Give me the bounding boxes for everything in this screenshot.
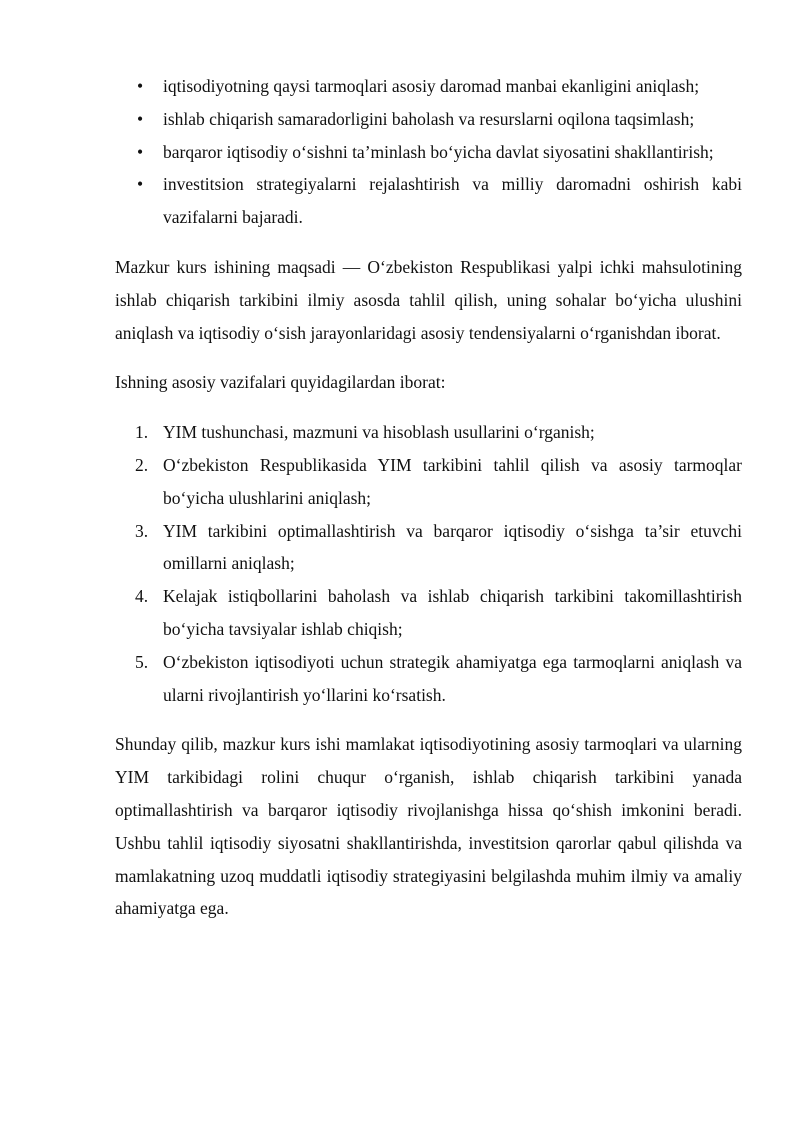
document-page xyxy=(115,70,742,925)
task-item xyxy=(115,515,742,581)
bullet-icon: • xyxy=(137,174,144,195)
bullet-text: ishlab chiqarish samaradorligini baholash va resurslarni oqilona taqsimlash; xyxy=(163,108,695,129)
task-text: O‘zbekiston iqtisodiyoti uchun strategik ahamiyatga ega tarmoqlarni aniqlash va ularni rivojlantirish yo‘llarini ko‘rsatish. xyxy=(163,651,742,705)
goal-paragraph: Mazkur kurs ishining maqsadi — O‘zbekiston Respublikasi yalpi ichki mahsulotining ishlab chiqarish tarkibini ilmiy asosda tahlil qilish, uning sohalar bo‘yicha ulushini aniqlash va iqtisodiy o‘sish jarayonlaridagi asosiy tendensiyalarni o‘rganishdan iborat. xyxy=(115,256,742,343)
task-number: 5. xyxy=(135,651,149,672)
task-item xyxy=(115,646,742,712)
task-number: 4. xyxy=(135,586,149,607)
bullet-item xyxy=(115,103,742,136)
task-text: YIM tarkibini optimallashtirish va barqaror iqtisodiy o‘sishga ta’sir etuvchi omillarni aniqlash; xyxy=(163,520,742,574)
task-item xyxy=(115,449,742,515)
bullet-item xyxy=(115,168,742,234)
task-number: 2. xyxy=(135,454,149,475)
bullet-text: investitsion strategiyalarni rejalashtirish va milliy daromadni oshirish kabi vazifalarni bajaradi. xyxy=(163,174,742,228)
bullet-icon: • xyxy=(137,76,144,96)
task-item xyxy=(115,416,742,449)
bullet-item xyxy=(115,136,742,169)
task-text: YIM tushunchasi, mazmuni va hisoblash usullarini o‘rganish; xyxy=(163,422,595,443)
bullet-icon: • xyxy=(137,108,144,129)
bullet-item xyxy=(115,70,742,103)
task-number: 3. xyxy=(135,520,149,541)
task-number: 1. xyxy=(135,422,149,443)
conclusion-paragraph: Shunday qilib, mazkur kurs ishi mamlakat iqtisodiyotining asosiy tarmoqlari va ularning YIM tarkibidagi rolini chuqur o‘rganish, ishlab chiqarish tarkibini yanada optimallashtirish va barqaror iqtisodiy rivojlanishga hissa qo‘shish imkonini beradi. Ushbu tahlil iqtisodiy siyosatni shakllantirishda, investitsion qarorlar qabul qilishda va mamlakatning uzoq muddatli iqtisodiy strategiyasini belgilashda muhim ilmiy va amaliy ahamiyatga ega. xyxy=(115,734,742,919)
task-text: Kelajak istiqbollarini baholash va ishlab chiqarish tarkibini takomillashtirish bo‘yicha tavsiyalar ishlab chiqish; xyxy=(163,586,742,639)
task-text: O‘zbekiston Respublikasida YIM tarkibini tahlil qilish va asosiy tarmoqlar bo‘yicha ulushlarini aniqlash; xyxy=(163,454,742,508)
tasks-list xyxy=(115,416,742,711)
bullet-text: iqtisodiyotning qaysi tarmoqlari asosiy daromad manbai ekanligini aniqlash; xyxy=(163,76,700,96)
bullet-icon: • xyxy=(137,141,144,162)
bullet-list xyxy=(115,70,742,234)
bullet-text: barqaror iqtisodiy o‘sishni ta’minlash bo‘yicha davlat siyosatini shakllantirish; xyxy=(163,141,714,162)
tasks-intro: Ishning asosiy vazifalari quyidagilardan iborat: xyxy=(115,372,446,393)
task-item xyxy=(115,580,742,646)
